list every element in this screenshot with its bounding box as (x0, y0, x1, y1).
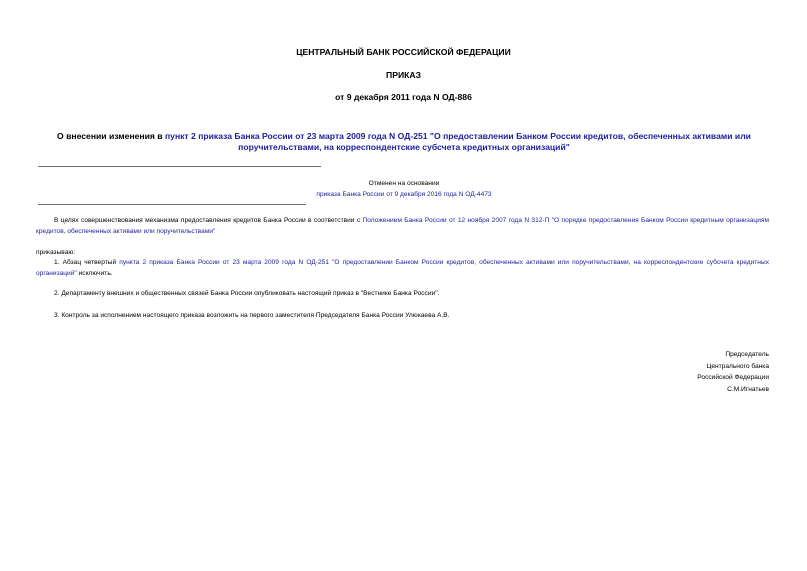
preamble-text: В целях совершенствования механизма предоставления кредитов Банка России в соответствии с (54, 217, 363, 224)
item-1-paragraph (36, 257, 769, 279)
preamble-paragraph (36, 215, 769, 237)
document-type: ПРИКАЗ (386, 70, 421, 80)
signature-block (697, 349, 769, 395)
signature-position: Председатель (725, 351, 769, 358)
signature-org-line: Центрального банка (706, 362, 769, 370)
item-2-paragraph: 2. Департаменту внешних и общественных связей Банка России опубликовать настоящий приказ в "Вестнике Банка России". (54, 290, 440, 297)
document-date-number: от 9 декабря 2011 года N ОД-886 (335, 92, 472, 102)
issuer-title: ЦЕНТРАЛЬНЫЙ БАНК РОССИЙСКОЙ ФЕДЕРАЦИИ (296, 47, 511, 57)
signature-org-line: Российской Федерации (697, 374, 769, 381)
item-1-suffix: исключить. (76, 270, 113, 277)
signature-name: С.М.Игнатьев (727, 385, 769, 393)
preamble-link[interactable]: Положением Банка России от 12 ноября 2007 года N 312-П "О порядке предоставления Банком России кредитным организациям кредитов, обеспеченных активами или поручительствами" (36, 217, 769, 235)
repeal-note-link[interactable]: приказа Банка России от 9 декабря 2016 года N ОД-4473 (316, 191, 492, 198)
divider-bottom (38, 204, 306, 205)
item-3-paragraph: 3. Контроль за исполнением настоящего приказа возложить на первого заместителя Председателя Банка России Улюкаева А.В. (54, 312, 450, 319)
divider-top (38, 166, 321, 167)
document-subject (36, 131, 772, 153)
item-1-link[interactable]: пункта 2 приказа Банка России от 23 марта 2009 года N ОД-251 "О предоставлении Банком России кредитов, обеспеченных активами или поручительствами, на корреспондентские субсчета кредитных организаций" (36, 259, 769, 277)
item-1-prefix: 1. Абзац четвертый (54, 259, 120, 266)
subject-link[interactable]: пункт 2 приказа Банка России от 23 марта 2009 года N ОД-251 "О предоставлении Банком России кредитов, обеспеченных активами или поручительствами, на корреспондентские субсчета кредитных организаций" (164, 131, 751, 152)
order-word: приказываю: (36, 249, 76, 256)
repeal-note-line: Отменен на основании (368, 180, 440, 187)
subject-prefix: О внесении изменения в (57, 131, 165, 141)
